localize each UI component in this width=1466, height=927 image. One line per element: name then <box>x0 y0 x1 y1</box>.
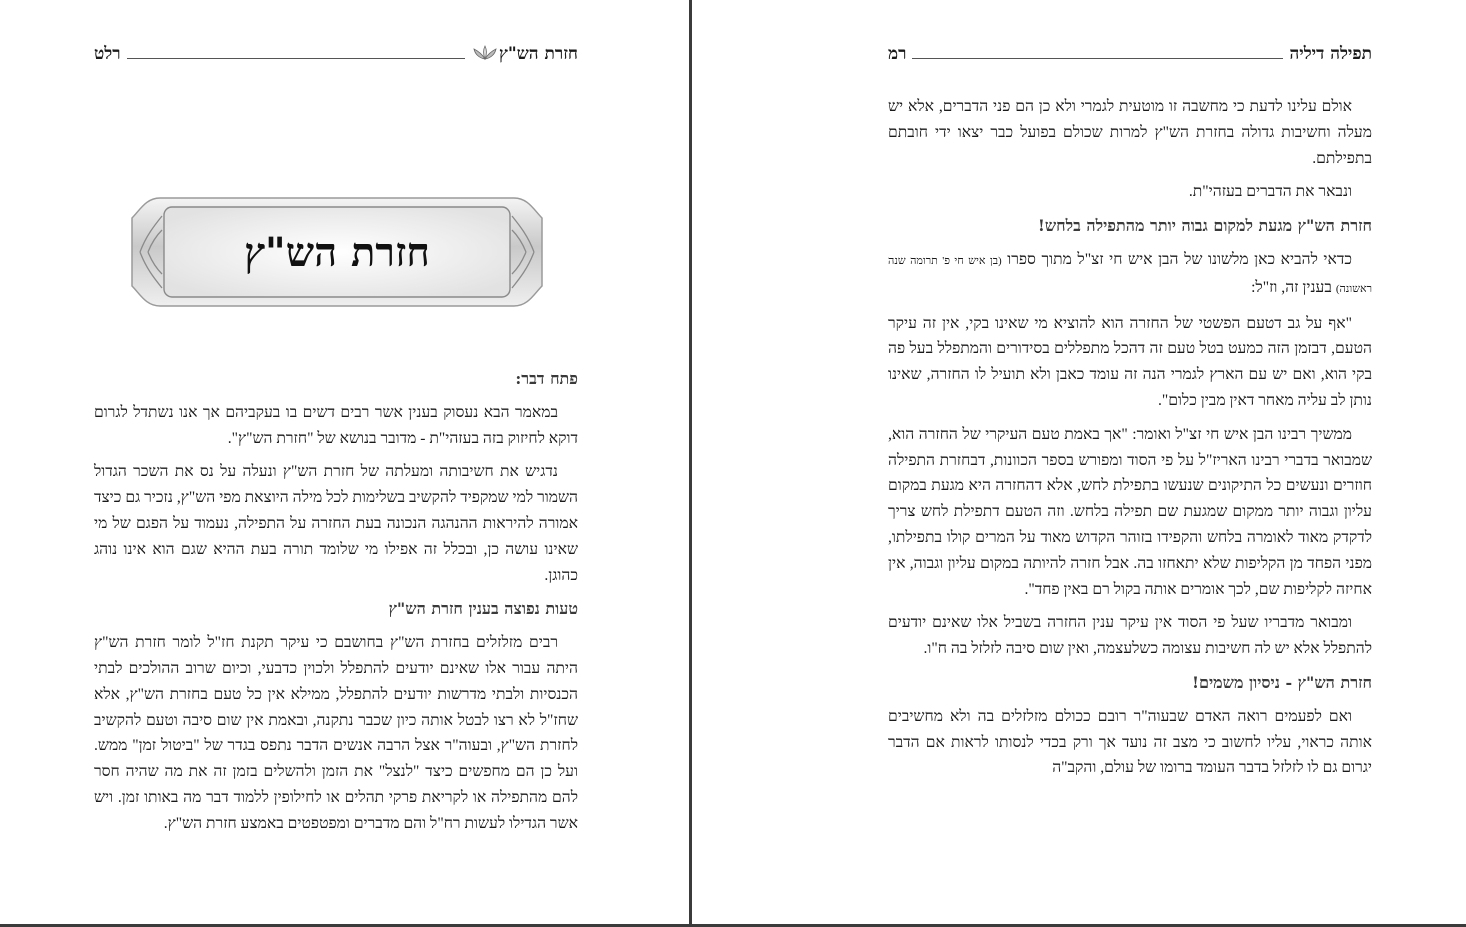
page-number: רמ <box>888 44 907 64</box>
paragraph-text: כדאי להביא כאן מלשונו של הבן איש חי זצ"ל מתוך ספרו <box>1007 250 1352 268</box>
running-head-title: תפילה דיליה <box>1289 44 1372 64</box>
running-head <box>888 40 1372 64</box>
paragraph: ונבאר את הדברים בעזהי"ת. <box>1188 183 1352 201</box>
page-number: רלט <box>94 44 121 64</box>
paragraph <box>888 247 1372 303</box>
leaf-ornament-icon <box>473 45 497 61</box>
chapter-title-frame <box>130 196 544 308</box>
running-head-rule <box>127 58 465 59</box>
left-page-body <box>94 360 578 845</box>
right-page-body <box>888 94 1372 789</box>
right-page <box>692 0 1466 924</box>
paragraph: ומבואר מדבריו שעל פי הסוד אין עיקר ענין החזרה בשביל אלו שאינם יודעים להתפלל אלא יש לה חשיבות עצומה כשלעצמה, ואין שום סיבה לזלזל בה ח"ו. <box>888 614 1372 658</box>
paragraph-text: בענין זה, וז"ל: <box>1251 278 1332 296</box>
paragraph: ממשיך רבינו הבן איש חי זצ"ל ואומר: "אך באמת טעם העיקרי של החזרה הוא, שמבואר בדברי רבינו האריז"ל על פי הסוד ומפורש בספר הכוונות, דבחזרת התפילה חוזרים ונעשים כל התיקונים שנעשו בתפילת לחש, אלא דהחזרה היא מגעת במקום עליון וגבוה יותר ממקום שמגעת שם תפילה בלחש. וזה הטעם דתפילת לחש צריך לדקדק מאוד לאומרה בלחש והקפידו בזוהר הקדוש מאוד על המרים קולו בתפילתו, מפני הפחד מן הקליפות שלא יתאחזו בה. אבל חזרה להיותה במקום עליון וגבוה, אין אחיזה לקליפות שם, לכך אומרים אותה בקול רם באין פחד". <box>888 425 1372 598</box>
running-head <box>94 40 578 64</box>
paragraph: נדגיש את חשיבותה ומעלתה של חזרת הש"ץ ונעלה על נס את השכר הגדול השמור למי שמקפיד להקשיב בשלימות לכל מילה היוצאת מפי הש"ץ, נזכיר גם כיצד אמורה להיראות ההנהגה הנכונה בעת החזרה על התפילה, נעמוד על הפגם של מי שאינו עושה כן, ובכלל זה אפילו מי שלומד תורה בעת ההיא שגם הוא אינו נוהג כהוגן. <box>94 463 578 584</box>
section-heading: חזרת הש"ץ מגעת למקום גבוה יותר מהתפילה בלחש! <box>1037 216 1372 236</box>
section-heading: חזרת הש"ץ - ניסיון משמים! <box>1191 672 1372 692</box>
left-page <box>0 0 689 924</box>
running-head-title: חזרת הש"ץ <box>499 44 578 64</box>
paragraph: "אף על גב דטעם הפשטי של החזרה הוא להוציא מי שאינו בקי, אין זה עיקר הטעם, דבזמן הזה כמעט בטל טעם זה דהכל מתפללים בסידורים והמתפלל בעל פה בקי הוא, ואם יש עם הארץ לגמרי הנה זה עומד כאבן ולא תועיל לו החזרה, שאינו נותן לב עליה מאחר דאין מבין כלום". <box>888 314 1372 409</box>
paragraph: ואם לפעמים רואה האדם שבעוה"ר רובם ככולם מזלזלים בה ולא מחשיבים אותה כראוי, עליו לחשוב כי מצב זה נועד אך ורק בכדי לנסותו לראות אם הדבר יגרום גם לו לזלזל בדבר העומד ברומו של עולם, והקב"ה <box>888 707 1372 777</box>
paragraph: אולם עלינו לדעת כי מחשבה זו מוטעית לגמרי ולא כן הם פני הדברים, אלא יש מעלה וחשיבות גדולה בחזרת הש"ץ למרות שכולם בפועל כבר יצאו ידי חובתם בתפילתם. <box>888 98 1372 167</box>
paragraph: רבים מזלזלים בחזרת הש"ץ בחושבם כי עיקר תקנת חז"ל לומר חזרת הש"ץ היתה עבור אלו שאינם יודעים להתפלל ולכוין כדבעי, וכיום שרוב ההולכים לבתי הכנסיות ולבתי מדרשות יודעים להתפלל, ממילא אין כל טעם בחזרת הש"ץ, אלא שחז"ל לא רצו לבטל אותה כיון שכבר נתקנה, ובאמת אין שום סיבה וטעם להקשיב לחזרת הש"ץ, ובעוה"ר אצל הרבה אנשים הדבר נתפס בגדר של "ביטול זמן" ממש. ועל כן הם מחפשים כיצד "לנצל" את הזמן ולהשלים בזמן זה את מה שהיה חסר להם מהתפילה או לקריאת פרקי תהלים או לחילופין ללמוד דבר מה באותו זמן. ויש אשר הגדילו לעשות רח"ל והם מדברים ומפטפטים באמצע חזרת הש"ץ. <box>94 634 578 832</box>
source-citation: (בן איש חי פ' תרומה שנה ראשונה) <box>888 254 1372 295</box>
running-head-rule <box>912 58 1283 59</box>
chapter-title: חזרת הש"ץ <box>244 228 430 276</box>
paragraph: במאמר הבא נעסוק בענין אשר רבים דשים בו בעקביהם אך אנו נשתדל לגרום דוקא לחיזוק בזה בעזהי"ת - מדובר בנושא של "חזרת הש"ץ". <box>94 403 578 447</box>
section-heading: פתח דבר: <box>515 369 578 388</box>
section-heading: טעות נפוצה בענין חזרת הש"ץ <box>388 599 578 619</box>
